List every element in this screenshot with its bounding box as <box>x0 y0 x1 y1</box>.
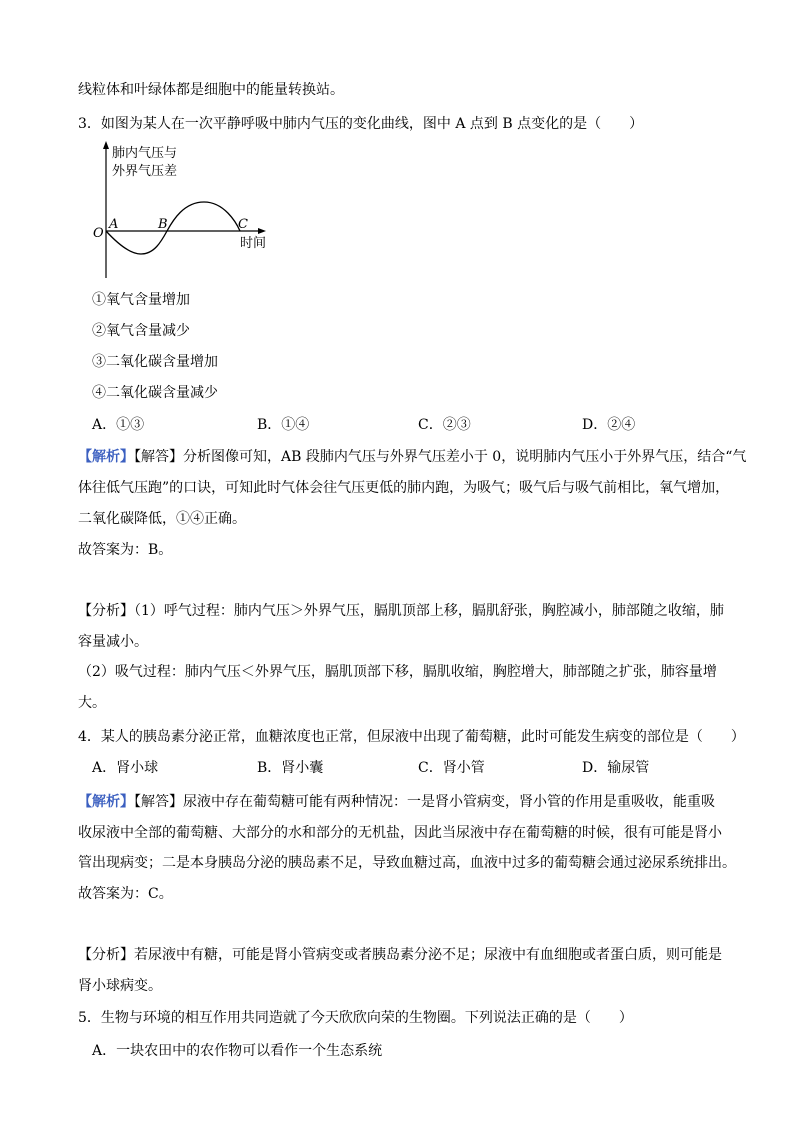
pressure-curve <box>106 202 240 254</box>
q3-answer: 故答案为：B。 <box>78 542 173 558</box>
q3-choice-b: B．①④ <box>257 417 310 433</box>
q4-fenxi-line-2: 肾小球病变。 <box>78 978 162 994</box>
question-4-text: 某人的胰岛素分泌正常，血糖浓度也正常，但尿液中出现了葡萄糖，此时可能发生病变的部位是（ ） <box>100 729 745 745</box>
graph-point-b: B <box>158 217 168 232</box>
q3-item-3: ③二氧化碳含量增加 <box>92 354 218 370</box>
q4-choice-d: D．输尿管 <box>582 760 650 776</box>
q3-analysis-line-2: 体往低气压跑”的口诀，可知此时气体会往气压更低的肺内跑，为吸气；吸气后与吸气前相比，氧气增加， <box>78 480 730 496</box>
jiexi-tag: 【解析】 <box>78 794 134 810</box>
pressure-graph <box>90 138 280 280</box>
question-3-stem <box>78 114 643 134</box>
q3-choice-d: D．②④ <box>582 417 636 433</box>
q5-choice-a: A．一块农田中的农作物可以看作一个生态系统 <box>92 1043 383 1059</box>
jieda-tag: 【解答】 <box>134 449 183 465</box>
question-4-stem <box>78 727 745 747</box>
q3-analysis-line-1: 【解析】【解答】分析图像可知，AB 段肺内气压与外界气压差小于 0，说明肺内气压小于外界气压，结合“气 <box>78 449 747 465</box>
q3-item-2: ②氧气含量减少 <box>92 323 190 339</box>
graph-point-c: C <box>238 217 248 232</box>
q3-fenxi-line-2: 容量减小。 <box>78 634 148 650</box>
question-5-stem <box>78 1008 633 1028</box>
q3-fenxi-line-4: 大。 <box>78 695 106 711</box>
q4-choice-c: C．肾小管 <box>418 760 485 776</box>
q3-item-4: ④二氧化碳含量减少 <box>92 385 218 401</box>
graph-ylabel-2: 外界气压差 <box>112 164 178 179</box>
q4-fenxi-line-1: 【分析】若尿液中有糖，可能是肾小管病变或者胰岛素分泌不足；尿液中有血细胞或者蛋白质，则可能是 <box>78 947 722 963</box>
q3-fenxi-line-1: 【分析】（1）呼气过程：肺内气压＞外界气压，膈肌顶部上移，膈肌舒张，胸腔减小，肺部随之收缩，肺 <box>78 603 724 619</box>
question-3-number: 3． <box>78 116 101 132</box>
jieda-tag: 【解答】 <box>134 794 183 810</box>
q3-fenxi-line-3: （2）吸气过程：肺内气压＜外界气压，膈肌顶部下移，膈肌收缩，胸腔增大，肺部随之扩张，肺容量增 <box>78 664 717 680</box>
graph-xlabel: 时间 <box>240 236 267 251</box>
q4-answer: 故答案为：C。 <box>78 886 173 902</box>
question-3-text: 如图为某人在一次平静呼吸中肺内气压的变化曲线，图中 A 点到 B 点变化的是（ ） <box>100 116 644 132</box>
q4-analysis-line-3: 管出现病变；二是本身胰岛分泌的胰岛素不足，导致血糖过高，血液中过多的葡萄糖会通过泌尿系统排出。 <box>78 855 736 871</box>
q4-choice-b: B．肾小囊 <box>257 760 324 776</box>
question-4-number: 4． <box>78 729 101 745</box>
graph-origin-label: O <box>93 226 104 241</box>
q3-choice-c: C．②③ <box>418 417 471 433</box>
graph-x-arrow <box>258 228 266 234</box>
q3-item-1: ①氧气含量增加 <box>92 292 190 308</box>
graph-ylabel-1: 肺内气压与 <box>112 146 178 161</box>
graph-y-arrow <box>103 141 109 149</box>
jiexi-tag: 【解析】 <box>78 449 134 465</box>
q4-analysis-line-2: 收尿液中全部的葡萄糖、大部分的水和部分的无机盐，因此当尿液中存在葡萄糖的时候，很有可能是肾小 <box>78 825 722 841</box>
question-5-text: 生物与环境的相互作用共同造就了今天欣欣向荣的生物圈。下列说法正确的是（ ） <box>100 1010 633 1026</box>
intro-line: 线粒体和叶绿体都是细胞中的能量转换站。 <box>78 82 344 98</box>
q3-analysis-line-3: 二氧化碳降低，①④正确。 <box>78 511 246 527</box>
q3-choice-a: A．①③ <box>92 417 145 433</box>
q4-choice-a: A．肾小球 <box>92 760 159 776</box>
q4-analysis-line-1: 【解析】【解答】尿液中存在葡萄糖可能有两种情况：一是肾小管病变，肾小管的作用是重吸收，能重吸 <box>78 794 715 810</box>
question-5-number: 5． <box>78 1010 101 1026</box>
graph-point-a: A <box>109 217 119 232</box>
